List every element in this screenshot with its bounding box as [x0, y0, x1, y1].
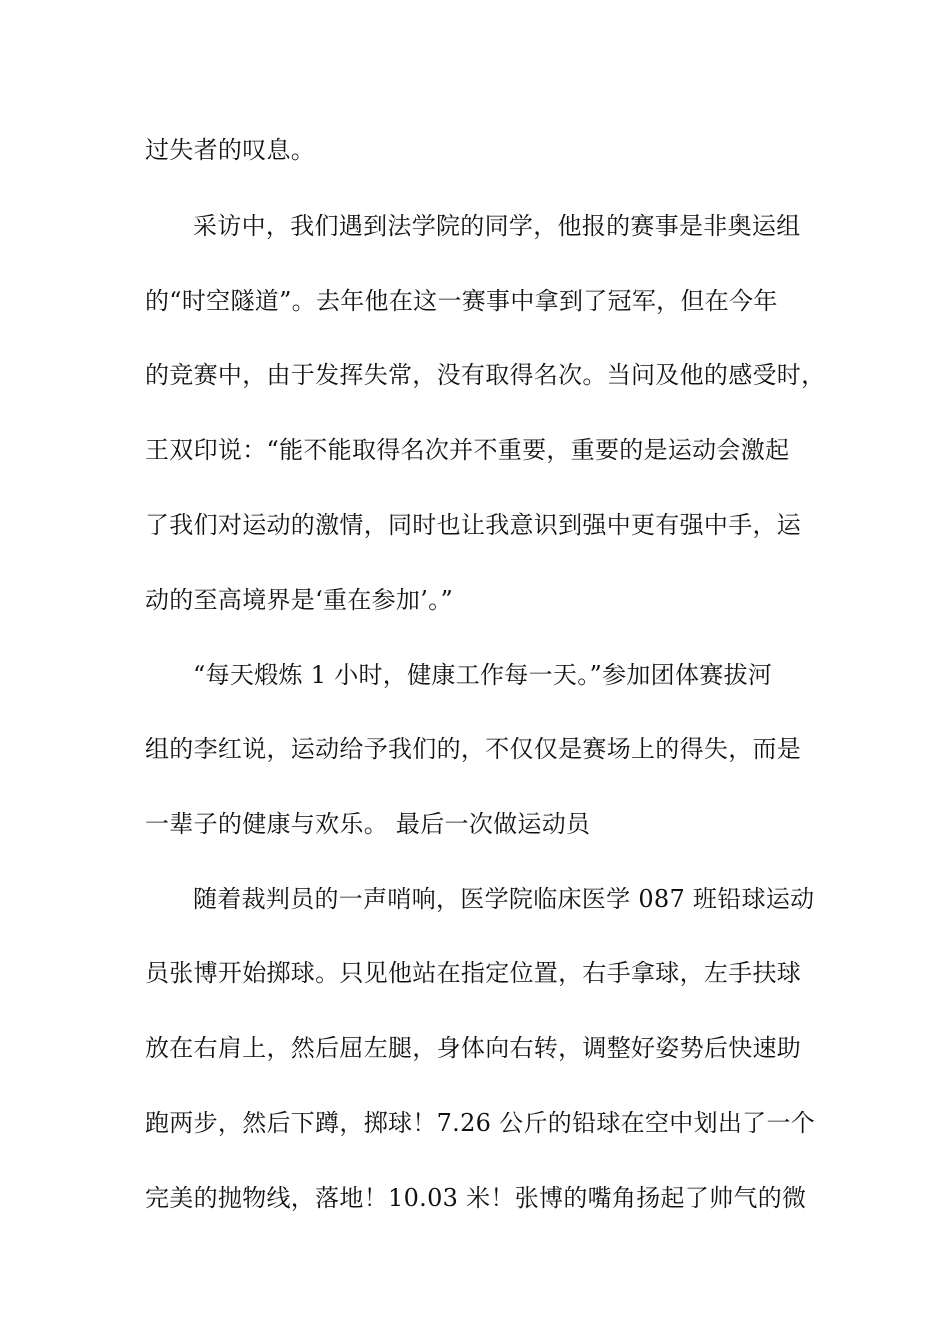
text-line: 一辈子的健康与欢乐。 最后一次做运动员 [145, 810, 591, 838]
text-line: 随着裁判员的一声哨响，医学院临床医学 087 班铅球运动 [193, 885, 815, 913]
text-line: 王双印说：“能不能取得名次并不重要，重要的是运动会激起 [145, 436, 790, 464]
text-line: 放在右肩上，然后屈左腿，身体向右转，调整好姿势后快速助 [145, 1034, 802, 1062]
text-line: 采访中，我们遇到法学院的同学，他报的赛事是非奥运组 [193, 212, 801, 240]
text-line: 了我们对运动的激情，同时也让我意识到强中更有强中手，运 [145, 511, 802, 539]
text-line: 动的至高境界是‘重在参加’。” [145, 586, 454, 614]
text-line: 的竞赛中，由于发挥失常，没有取得名次。当问及他的感受时， [145, 361, 826, 389]
text-line: 跑两步，然后下蹲，掷球！7.26 公斤的铅球在空中划出了一个 [145, 1109, 816, 1137]
text-line: 组的李红说，运动给予我们的，不仅仅是赛场上的得失，而是 [145, 735, 802, 763]
text-line: 过失者的叹息。 [145, 136, 316, 164]
text-line: 的“时空隧道”。去年他在这一赛事中拿到了冠军，但在今年 [145, 287, 778, 315]
text-line: “每天煅炼 1 小时，健康工作每一天。”参加团体赛拔河 [193, 661, 773, 689]
text-line: 员张博开始掷球。只见他站在指定位置，右手拿球，左手扶球 [145, 959, 802, 987]
text-line: 完美的抛物线，落地！10.03 米！张博的嘴角扬起了帅气的微 [145, 1184, 807, 1212]
